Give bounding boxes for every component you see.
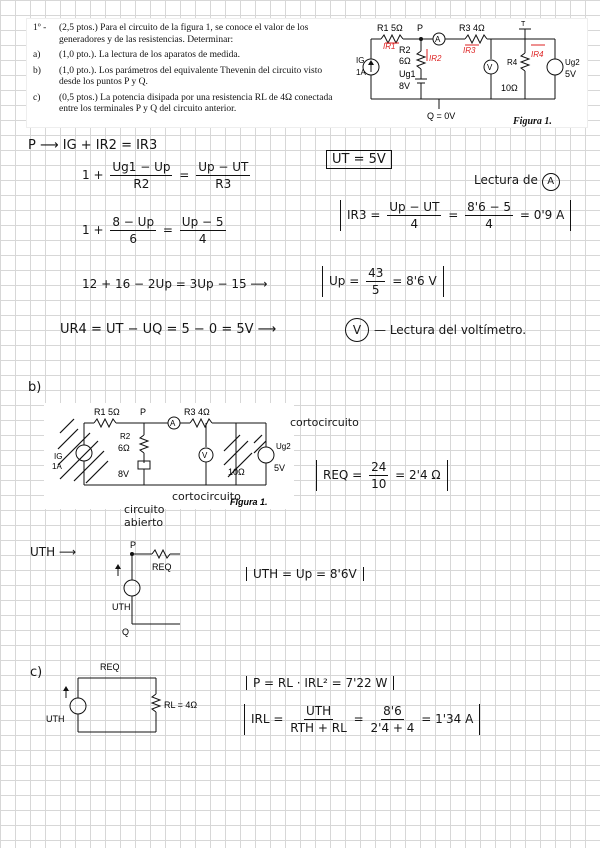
power-result: P = RL · IRL² = 7'22 W (246, 676, 394, 690)
fig2-r2-value: 6Ω (118, 443, 130, 453)
load-rl-label: RL = 4Ω (164, 700, 198, 710)
item-b: b) (1,0 pto.). Los parámetros del equivalente Thevenin del circuito visto desde los puntos P y Q. (33, 65, 323, 87)
kcl-equation: P ⟶ IG + IR2 = IR3 (28, 138, 158, 153)
ug1-label: Ug1 (399, 69, 416, 79)
ut-box: UT = 5V (326, 150, 392, 169)
fig2-r4-value: 10Ω (228, 467, 245, 477)
load-req-label: REQ (100, 662, 120, 672)
r1-label: R1 5Ω (377, 23, 403, 33)
voltmeter-label: V (487, 63, 493, 72)
problem-heading: Para el circuito de la figura 1, se conoce el valor de los generadores y de las resistencias. Determinar: (59, 23, 309, 45)
thev-uth-label: UTH (112, 602, 131, 612)
thevenin-modified-circuit (44, 403, 294, 509)
circuito-abierto-label: circuito abierto (124, 503, 165, 529)
ammeter-label: A (435, 35, 441, 44)
current-ir4-annotation: IR4 (531, 50, 544, 59)
current-ir1-annotation: IR1 (383, 42, 396, 51)
fig2-r3-label: R3 4Ω (184, 407, 210, 417)
fig2-r2-label: R2 (120, 432, 131, 441)
circuit-figure-1 (355, 19, 585, 127)
ig-value: 1A (356, 68, 366, 77)
r2-value: 6Ω (399, 56, 411, 66)
ug1-value: 8V (399, 81, 411, 91)
ammeter-symbol: A (542, 173, 560, 191)
eq2: 1 + $\frac{8 - Up}{6}$ = $\frac{Up - 5}{4}$ (82, 215, 224, 246)
ug2-label: Ug2 (565, 58, 580, 67)
eq3: 12 + 16 − 2Up = 3Up − 15 ⟶ (82, 277, 268, 291)
problem-text (33, 23, 333, 116)
part-c-label: c) (30, 665, 43, 680)
r2-label: R2 (399, 45, 411, 55)
fig2-r1-label: R1 5Ω (94, 407, 120, 417)
voltmeter-symbol: V (345, 318, 369, 342)
ig-label: IG (356, 56, 365, 65)
node-p-label: P (417, 23, 424, 33)
item-a: a) (1,0 pto.). La lectura de los aparatos de medida. (33, 50, 240, 60)
load-uth-label: UTH (46, 714, 65, 724)
lectura-label: Lectura de A (474, 173, 560, 191)
thev-req-label: REQ (152, 562, 172, 572)
thev-q-label: Q (122, 627, 130, 637)
eq1: 1 + $\frac{Ug1 - Up}{R2}$ = $\frac{Up - UT}{R3}$ (82, 160, 249, 191)
load-circuit (44, 656, 214, 746)
req-result: REQ = $\frac{24}{10}$ = 2'4 Ω (316, 460, 448, 491)
item-c: c) (0,5 ptos.) La potencia disipada por una resistencia RL de 4Ω conectada entre los terminales P y Q del circuito anterior. (33, 92, 333, 114)
thev-p-label: P (130, 540, 137, 550)
node-t-label: T (521, 21, 526, 28)
fig2-voltmeter-label: V (202, 451, 208, 460)
fig2-ammeter-label: A (170, 419, 176, 428)
fig2-ig-value: 1A (52, 462, 62, 471)
current-ir3-annotation: IR3 (463, 46, 476, 55)
fig2-caption: Figura 1. (230, 497, 268, 507)
part-b-label: b) (28, 380, 42, 395)
ir3-result: IR3 = $\frac{Up - UT}{4}$ = $\frac{8'6 - 5}{4}$ = 0'9 A (340, 200, 571, 231)
uth-result: UTH = Up = 8'6V (246, 567, 364, 581)
ur4-equation: UR4 = UT − UQ = 5 − 0 = 5V ⟶ (60, 322, 277, 337)
problem-number: 1º - (33, 23, 47, 33)
cortocircuito-label-right: cortocircuito (290, 416, 359, 429)
modified-circuit-svg (44, 403, 294, 509)
uth-label: UTH ⟶ (30, 545, 77, 559)
fig2-ig-label: IG (54, 452, 63, 461)
irl-result: IRL = UTH RTH + RL = $\frac{8'6}{2'4 + 4}$ = 1'34 A (244, 704, 480, 735)
fig2-ug2-label: Ug2 (276, 442, 291, 451)
current-ir2-annotation: IR2 (429, 54, 442, 63)
cortocircuito-label-bottom: cortocircuito (172, 490, 241, 503)
fig2-ug1-value: 8V (118, 469, 130, 479)
thevenin-equivalent-circuit (100, 538, 210, 638)
node-q-label: Q = 0V (427, 111, 456, 121)
r4-value: 10Ω (501, 83, 518, 93)
fig2-ug2-value: 5V (274, 463, 286, 473)
problem-points: (2,5 ptos.) (59, 23, 98, 33)
fig2-p-label: P (140, 407, 147, 417)
r4-label: R4 (507, 58, 518, 67)
problem-statement (26, 18, 588, 128)
voltmeter-note: — Lectura del voltímetro. (374, 323, 527, 337)
up-result: Up = $\frac{43}{5}$ = 8'6 V (322, 266, 444, 297)
ug2-value: 5V (565, 69, 577, 79)
r3-label: R3 4Ω (459, 23, 485, 33)
figure-caption: Figura 1. (513, 116, 552, 127)
